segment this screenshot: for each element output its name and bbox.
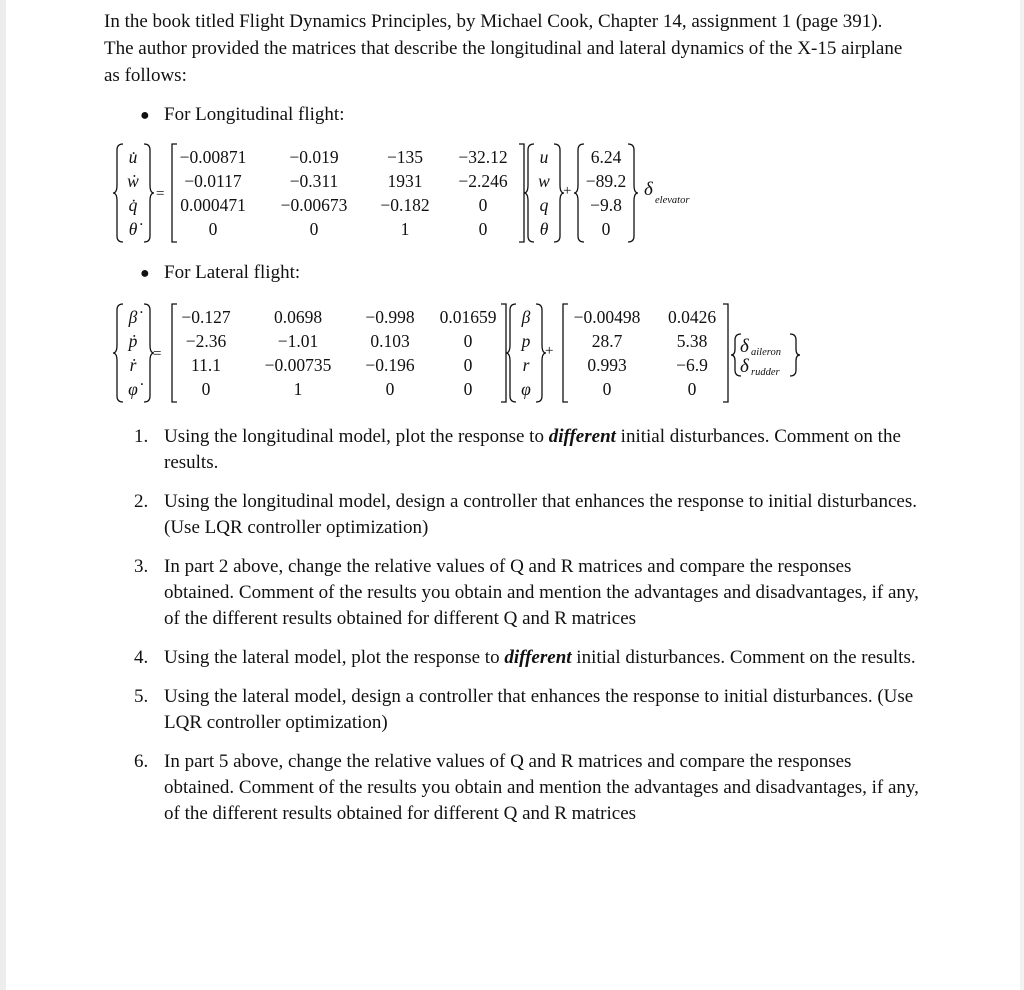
task-number: 6. xyxy=(134,751,149,772)
lat-state-2: r xyxy=(522,355,530,375)
task-text-pre: Using the lateral model, plot the response to xyxy=(164,647,505,668)
long-A-1-2: 1931 xyxy=(387,171,423,191)
long-state-3: θ xyxy=(539,219,549,239)
long-lhs-0: u̇ xyxy=(128,147,138,167)
long-A-2-1: −0.00673 xyxy=(280,195,348,215)
task-text-pre: Using the longitudinal model, plot the response to xyxy=(164,426,549,447)
lat-A-0-0: −0.127 xyxy=(181,307,231,327)
lat-A-3-3: 0 xyxy=(463,379,473,399)
bullet-longitudinal xyxy=(140,103,345,128)
lat-A-1-3: 0 xyxy=(463,331,473,351)
intro-paragraph: In the book titled Flight Dynamics Principles, by Michael Cook, Chapter 14, assignment 1 (page 391). The author provided the matrices that describe the longitudinal and lateral dynamics of the X-15 airplane as follows: xyxy=(104,11,903,86)
lat-A-0-3: 0.01659 xyxy=(439,307,497,327)
long-delta: δ xyxy=(644,179,653,200)
task-emphasis: different xyxy=(548,426,616,447)
long-equals: = xyxy=(156,186,165,202)
task-number: 3. xyxy=(134,556,149,577)
long-A-1-1: −0.311 xyxy=(289,171,339,191)
task-item xyxy=(134,749,920,827)
bullet-longitudinal-label: For Longitudinal flight: xyxy=(164,104,345,125)
task-emphasis: different xyxy=(504,647,572,668)
lateral-equation xyxy=(116,300,816,406)
long-lhs-2: q̇ xyxy=(128,195,138,215)
long-A-matrix xyxy=(180,147,508,239)
task-text: In part 2 above, change the relative values of Q and R matrices and compare the responses obtained. Comment of the results you obtain and mention the advantages and disadvantages, if any, of the different results obtained for different Q and R matrices xyxy=(164,556,919,629)
task-list xyxy=(134,424,920,840)
task-text-post: initial disturbances. Comment on the results. xyxy=(571,647,916,668)
task-text-post: initial disturbances. Comment on the results. xyxy=(164,426,901,473)
lat-state-0: β xyxy=(521,307,531,327)
long-A-2-0: 0.000471 xyxy=(180,195,246,215)
long-A-2-2: −0.182 xyxy=(380,195,430,215)
long-state-1: w xyxy=(538,171,550,191)
lat-delta-aileron: δ xyxy=(740,336,749,357)
long-A-0-1: −0.019 xyxy=(289,147,339,167)
lat-A-2-1: −0.00735 xyxy=(264,355,332,375)
task-item xyxy=(134,645,920,671)
lat-A-2-0: 11.1 xyxy=(191,355,221,375)
lat-state-3: φ xyxy=(521,379,531,399)
lat-A-3-1: 1 xyxy=(293,379,303,399)
lat-B-matrix xyxy=(574,307,717,399)
long-A-1-0: −0.0117 xyxy=(184,171,242,191)
task-item xyxy=(134,684,920,736)
long-A-1-3: −2.246 xyxy=(458,171,508,191)
lat-A-matrix xyxy=(181,307,496,399)
lat-lhs-3: φ̇ xyxy=(128,379,138,399)
longitudinal-equation-figure xyxy=(116,140,716,246)
lat-lhs-2: ṙ xyxy=(129,355,137,375)
longitudinal-equation xyxy=(116,140,716,246)
long-A-3-3: 0 xyxy=(478,219,488,239)
task-text: Using the longitudinal model, design a controller that enhances the response to initial disturbances. (Use LQR controller optimization) xyxy=(164,491,917,538)
lat-plus: + xyxy=(545,343,554,359)
lat-B-2-1: −6.9 xyxy=(676,355,708,375)
lat-lhs-1: ṗ xyxy=(128,331,138,351)
long-state-2: q xyxy=(539,195,549,215)
long-A-0-3: −32.12 xyxy=(458,147,508,167)
lat-B-0-1: 0.0426 xyxy=(667,307,717,327)
long-lhs-3: θ̇ xyxy=(128,219,138,239)
bullet-lateral xyxy=(140,261,300,286)
task-number: 1. xyxy=(134,426,149,447)
task-item xyxy=(134,424,920,476)
long-lhs-1: ẇ xyxy=(127,171,139,191)
lat-lhs-0: β̇ xyxy=(128,307,138,327)
lat-B-2-0: 0.993 xyxy=(587,355,627,375)
long-A-3-0: 0 xyxy=(208,219,218,239)
long-delta-sub: elevator xyxy=(655,195,690,206)
lat-delta-rudder: δ xyxy=(740,356,749,377)
long-A-3-2: 1 xyxy=(400,219,410,239)
long-A-0-2: −135 xyxy=(386,147,424,167)
lat-A-2-3: 0 xyxy=(463,355,473,375)
lat-A-0-2: −0.998 xyxy=(365,307,415,327)
long-B-3: 0 xyxy=(601,219,611,239)
long-A-0-0: −0.00871 xyxy=(179,147,247,167)
long-B-2: −9.8 xyxy=(590,195,622,215)
lat-B-0-0: −0.00498 xyxy=(573,307,641,327)
task-item xyxy=(134,554,920,632)
lat-B-1-1: 5.38 xyxy=(676,331,708,351)
lat-state-1: p xyxy=(521,331,531,351)
lat-A-1-0: −2.36 xyxy=(185,331,227,351)
long-B-0: 6.24 xyxy=(590,147,622,167)
long-plus: + xyxy=(563,183,572,199)
lat-A-0-1: 0.0698 xyxy=(273,307,323,327)
task-item xyxy=(134,489,920,541)
task-number: 4. xyxy=(134,647,149,668)
lat-delta-rudder-sub: rudder xyxy=(751,367,780,378)
lat-A-2-2: −0.196 xyxy=(365,355,415,375)
lateral-equation-figure xyxy=(116,300,816,406)
task-number: 2. xyxy=(134,491,149,512)
lat-A-1-2: 0.103 xyxy=(370,331,410,351)
lat-A-3-0: 0 xyxy=(201,379,211,399)
long-A-3-1: 0 xyxy=(309,219,319,239)
bullet-icon: ● xyxy=(140,265,150,282)
task-number: 5. xyxy=(134,686,149,707)
lat-B-1-0: 28.7 xyxy=(591,331,623,351)
bullet-lateral-label: For Lateral flight: xyxy=(164,262,301,283)
lat-B-3-1: 0 xyxy=(687,379,697,399)
lat-B-3-0: 0 xyxy=(602,379,612,399)
lat-delta-aileron-sub: aileron xyxy=(751,347,781,358)
task-text: In part 5 above, change the relative values of Q and R matrices and compare the responses obtained. Comment of the results you obtain and mention the advantages and disadvantages, if any, of the different results obtained for different Q and R matrices xyxy=(164,751,919,824)
task-text: Using the lateral model, design a controller that enhances the response to initial disturbances. (Use LQR controller optimization) xyxy=(164,686,914,733)
lat-A-1-1: −1.01 xyxy=(277,331,319,351)
long-A-2-3: 0 xyxy=(478,195,488,215)
lat-A-3-2: 0 xyxy=(385,379,395,399)
lat-equals: = xyxy=(153,346,162,362)
long-B-1: −89.2 xyxy=(585,171,627,191)
long-state-0: u xyxy=(539,147,549,167)
bullet-icon: ● xyxy=(140,107,150,124)
